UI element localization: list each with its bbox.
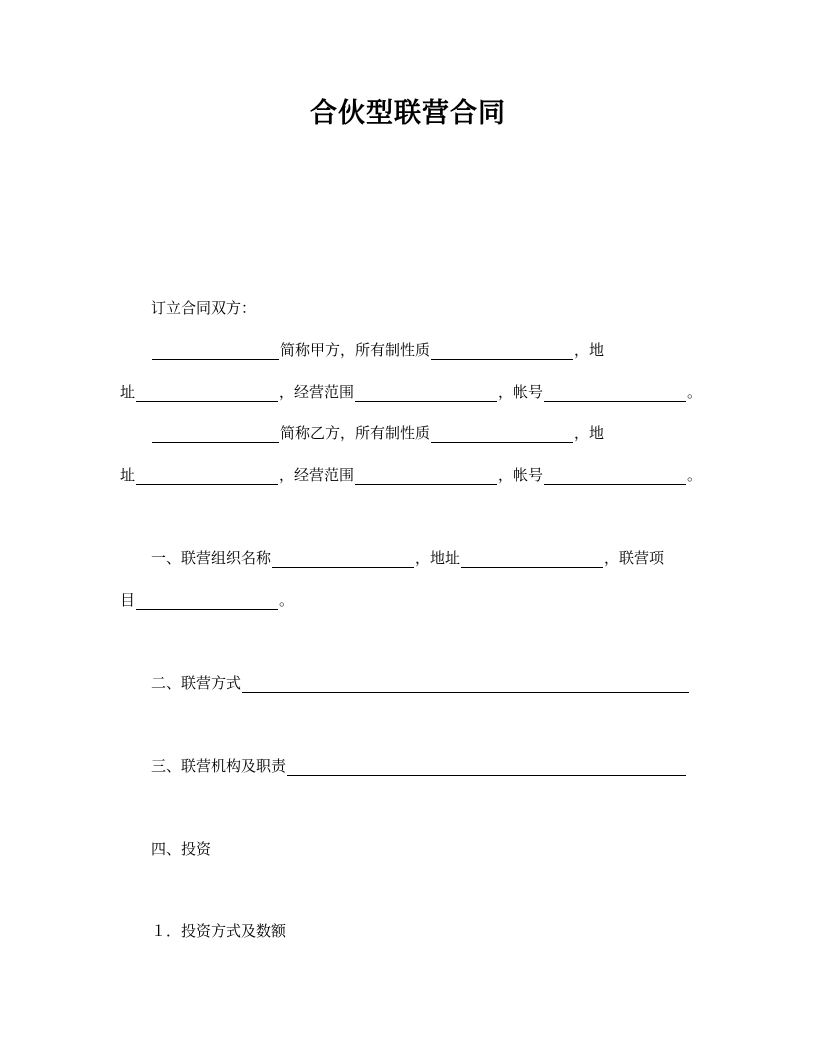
party-a-address-blank[interactable] — [136, 385, 278, 402]
item-1-label: １．投资方式及数额 — [151, 922, 287, 940]
parties-intro-line — [151, 298, 256, 318]
party-b-account-label: ，帐号 — [498, 466, 544, 484]
party-b-name-blank[interactable] — [152, 426, 279, 443]
party-b-business-scope-label: ，经营范围 — [279, 466, 355, 484]
section-3-label: 三、联营机构及职责 — [151, 757, 287, 775]
section-2-method-blank[interactable] — [242, 676, 689, 693]
section-1-project-label: ，联营项 — [604, 549, 665, 567]
party-a-short-name-label: 简称甲方，所有制性质 — [280, 341, 431, 359]
section-1-label: 一、联营组织名称 — [151, 549, 272, 567]
section-1-project-blank[interactable] — [136, 593, 278, 610]
party-a-address-char: 址 — [120, 383, 136, 401]
section-2-line — [151, 673, 690, 693]
party-b-address-blank[interactable] — [136, 468, 278, 485]
party-a-business-scope-blank[interactable] — [355, 385, 497, 402]
section-3-structure-blank[interactable] — [287, 759, 686, 776]
section-3-line — [151, 756, 687, 776]
section-1-line-end: 。 — [279, 591, 295, 609]
party-a-line-2 — [120, 382, 702, 402]
document-title: 合伙型联营合同 — [310, 98, 506, 129]
section-1-address-blank[interactable] — [461, 551, 603, 568]
section-1-line-2 — [120, 590, 294, 610]
party-a-account-blank[interactable] — [544, 385, 686, 402]
party-b-line-1 — [151, 423, 604, 443]
party-a-business-scope-label: ，经营范围 — [279, 383, 355, 401]
party-a-line-1 — [151, 340, 604, 360]
party-b-address-char: 址 — [120, 466, 136, 484]
party-a-address-label: ，地 — [574, 341, 605, 359]
section-1-address-label: ，地址 — [415, 549, 461, 567]
party-a-account-label: ，帐号 — [498, 383, 544, 401]
section-1-org-name-blank[interactable] — [272, 551, 414, 568]
party-b-short-name-label: 简称乙方，所有制性质 — [280, 424, 431, 442]
item-1-line — [151, 921, 286, 941]
party-b-ownership-blank[interactable] — [431, 426, 573, 443]
party-a-name-blank[interactable] — [152, 343, 279, 360]
party-a-line-end: 。 — [687, 383, 703, 401]
party-b-line-end: 。 — [687, 466, 703, 484]
party-b-address-label: ，地 — [574, 424, 605, 442]
section-4-line — [151, 839, 211, 859]
section-2-label: 二、联营方式 — [151, 674, 242, 692]
party-b-business-scope-blank[interactable] — [355, 468, 497, 485]
party-b-account-blank[interactable] — [544, 468, 686, 485]
section-1-project-char: 目 — [120, 591, 136, 609]
section-4-label: 四、投资 — [151, 840, 212, 858]
party-b-line-2 — [120, 465, 702, 485]
section-1-line-1 — [151, 548, 664, 568]
parties-intro: 订立合同双方： — [151, 299, 257, 317]
party-a-ownership-blank[interactable] — [431, 343, 573, 360]
